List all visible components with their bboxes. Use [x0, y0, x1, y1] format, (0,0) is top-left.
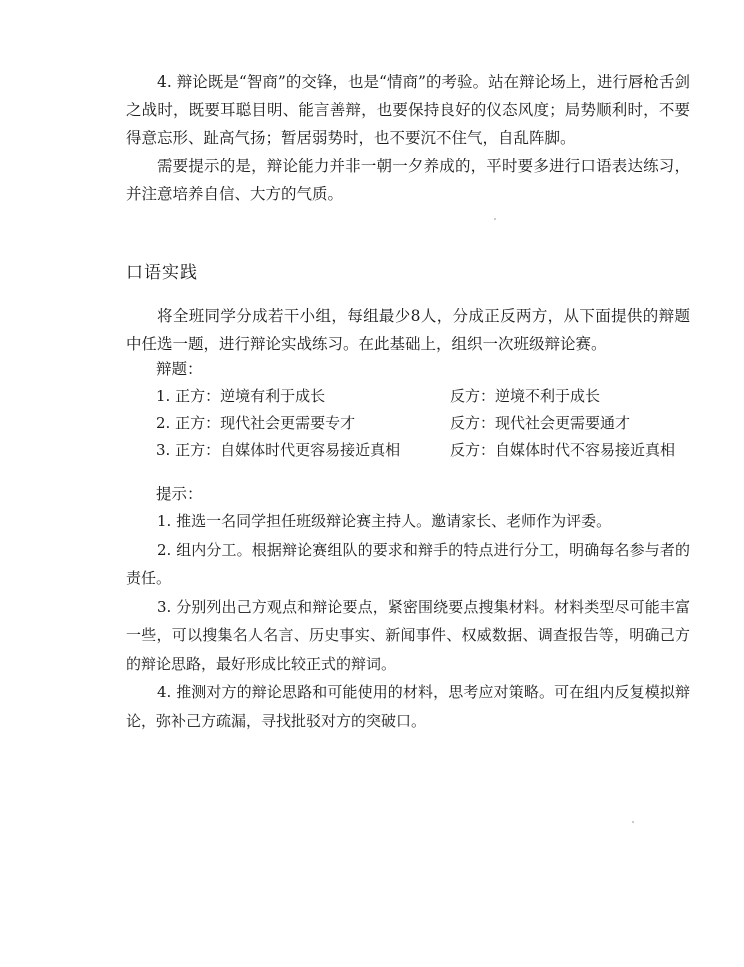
topic-pro-side: 2. 正方：现代社会更需要专才	[156, 414, 356, 432]
tip-item: 3. 分别列出己方观点和辩论要点，紧密围绕要点搜集材料。材料类型尽可能丰富一些，可以搜集名人名言、历史事实、新闻事件、权威数据、调查报告等，明确己方的辩论思路，最好形成比较正式的辩词。	[126, 597, 690, 673]
section-heading-oral-practice: 口语实践	[126, 263, 198, 283]
topic-con-side: 反方：逆境不利于成长	[450, 387, 601, 405]
topics-label: 辩题：	[156, 360, 203, 378]
topic-pro-side: 3. 正方：自媒体时代更容易接近真相	[156, 441, 401, 459]
topic-con-side: 反方：自媒体时代不容易接近真相	[450, 441, 676, 459]
paragraph-debate-practice-note: 需要提示的是，辩论能力并非一朝一夕养成的，平时要多进行口语表达练习，并注意培养自信、大方的气质。	[126, 157, 690, 203]
topic-con-side: 反方：现代社会更需要通才	[450, 414, 631, 432]
paragraph-debate-eq: 4. 辩论既是“智商”的交锋，也是“情商”的考验。站在辩论场上，进行唇枪舌剑之战时，既要耳聪目明、能言善辩，也要保持良好的仪态风度；局势顺利时，不要得意忘形、趾高气扬；暂居弱势时，也不要沉不住气，自乱阵脚。	[126, 73, 690, 147]
debate-topic-row	[156, 410, 696, 437]
topic-pro-side: 1. 正方：逆境有利于成长	[156, 387, 326, 405]
tip-item: 1. 推选一名同学担任班级辩论赛主持人。邀请家长、老师作为评委。	[157, 512, 612, 530]
tips-list	[126, 507, 690, 735]
scan-speck	[494, 218, 496, 220]
debate-topic-row	[156, 437, 696, 464]
paragraph-practice-intro: 将全班同学分成若干小组，每组最少8人，分成正反两方，从下面提供的辩题中任选一题，进行辩论实战练习。在此基础上，组织一次班级辩论赛。	[126, 307, 690, 353]
scan-speck	[632, 821, 634, 823]
debate-topics-list	[156, 383, 696, 464]
tips-label: 提示：	[156, 485, 203, 503]
debate-topic-row	[156, 383, 696, 410]
tip-item: 4. 推测对方的辩论思路和可能使用的材料，思考应对策略。可在组内反复模拟辩论，弥补己方疏漏，寻找批驳对方的突破口。	[126, 683, 690, 730]
tip-item: 2. 组内分工。根据辩论赛组队的要求和辩手的特点进行分工，明确每名参与者的责任。	[126, 540, 690, 587]
